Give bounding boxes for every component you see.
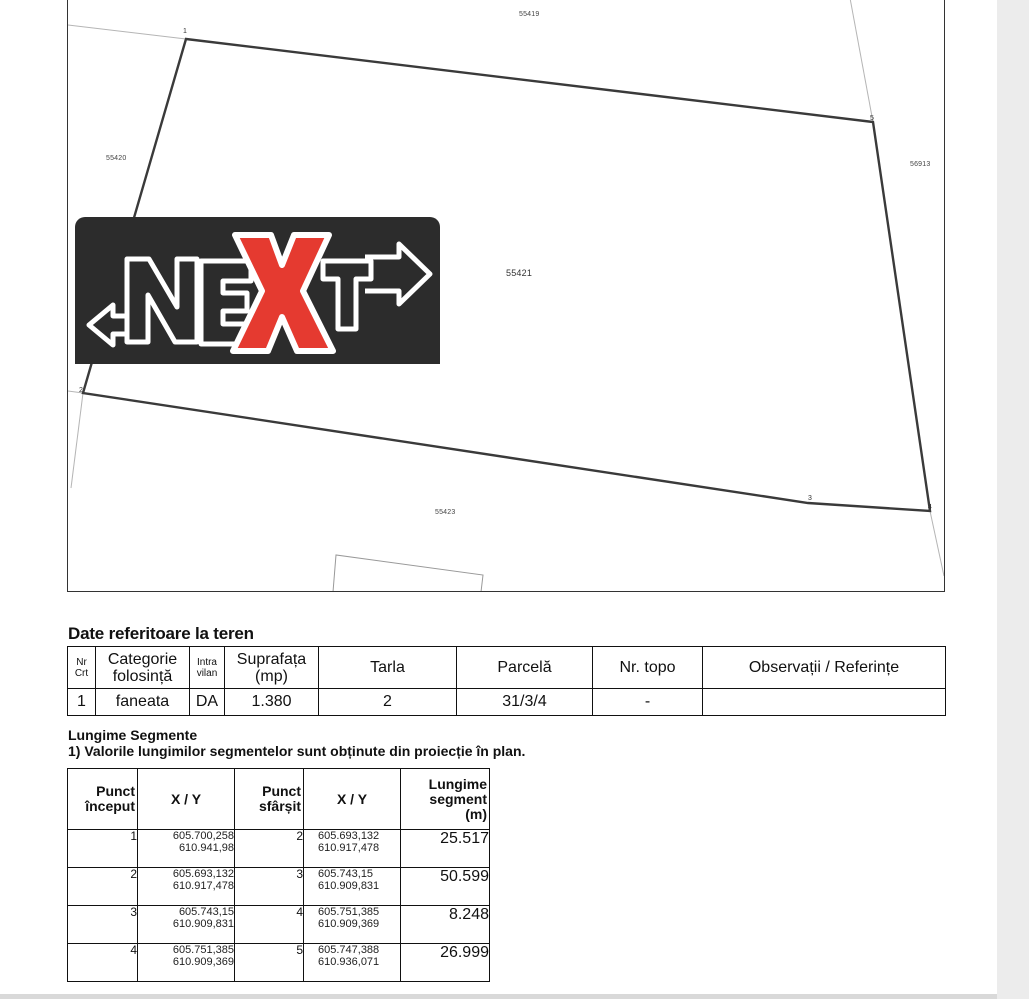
next-logo — [75, 217, 440, 364]
header-tarla: Tarla — [319, 647, 457, 689]
segment-start: 1 — [68, 830, 138, 868]
header-length: Lungime segment (m) — [401, 769, 490, 830]
segment-end: 5 — [235, 944, 304, 982]
header-parcela: Parcelă — [457, 647, 593, 689]
segment-start-xy: 605.751,385 610.909,369 — [138, 944, 235, 982]
segment-start: 2 — [68, 868, 138, 906]
vertex-label-5: 5 — [870, 115, 874, 122]
vertex-label-4: 4 — [928, 504, 932, 511]
vertex-label-1: 1 — [183, 28, 187, 35]
segment-row — [68, 868, 490, 906]
segment-end: 4 — [235, 906, 304, 944]
header-start-xy: X / Y — [138, 769, 235, 830]
cell-category: faneata — [96, 689, 190, 716]
segment-length: 8.248 — [401, 906, 490, 944]
header-notes: Observații / Referințe — [703, 647, 946, 689]
segments-header-row — [68, 769, 490, 830]
cell-notes — [703, 689, 946, 716]
segment-start: 4 — [68, 944, 138, 982]
header-topo: Nr. topo — [593, 647, 703, 689]
cell-area: 1.380 — [225, 689, 319, 716]
segments-title: Lungime Segmente — [68, 727, 198, 743]
segment-end-xy: 605.743,15 610.909,831 — [304, 868, 401, 906]
segment-start-xy: 605.743,15 610.909,831 — [138, 906, 235, 944]
land-section-title: Date referitoare la teren — [68, 624, 254, 643]
segment-end: 2 — [235, 830, 304, 868]
segment-start: 3 — [68, 906, 138, 944]
segment-length: 25.517 — [401, 830, 490, 868]
segments-table — [67, 768, 490, 982]
cell-tarla: 2 — [319, 689, 457, 716]
next-logo-graphic — [75, 217, 440, 364]
header-start-point: Punct început — [68, 769, 138, 830]
vertex-label-2: 2 — [79, 387, 83, 394]
header-nr: Nr Crt — [68, 647, 96, 689]
land-table — [67, 646, 946, 716]
header-category: Categorie folosință — [96, 647, 190, 689]
parcel-label-right: 56913 — [910, 161, 931, 168]
segment-row — [68, 830, 490, 868]
parcel-label-main: 55421 — [506, 268, 533, 278]
cell-topo: - — [593, 689, 703, 716]
cell-parcela: 31/3/4 — [457, 689, 593, 716]
land-data-row — [68, 689, 946, 716]
header-area: Suprafața (mp) — [225, 647, 319, 689]
land-header-row — [68, 647, 946, 689]
header-intravilan: Intra vilan — [190, 647, 225, 689]
segment-row — [68, 944, 490, 982]
page-bottom-edge — [0, 994, 997, 999]
segments-section-title — [68, 727, 525, 759]
segment-start-xy: 605.700,258 610.941,98 — [138, 830, 235, 868]
segment-end: 3 — [235, 868, 304, 906]
segment-length: 26.999 — [401, 944, 490, 982]
parcel-label-top: 55419 — [519, 11, 540, 18]
cell-nr: 1 — [68, 689, 96, 716]
segment-start-xy: 605.693,132 610.917,478 — [138, 868, 235, 906]
segment-end-xy: 605.751,385 610.909,369 — [304, 906, 401, 944]
segment-row — [68, 906, 490, 944]
parcel-label-left: 55420 — [106, 155, 127, 162]
header-end-point: Punct sfârșit — [235, 769, 304, 830]
segment-end-xy: 605.747,388 610.936,071 — [304, 944, 401, 982]
segment-length: 50.599 — [401, 868, 490, 906]
parcel-label-bottom: 55423 — [435, 509, 456, 516]
segments-note: 1) Valorile lungimilor segmentelor sunt obținute din proiecție în plan. — [68, 743, 526, 759]
vertex-label-3: 3 — [808, 495, 812, 502]
scrollbar-gutter[interactable] — [997, 0, 1029, 999]
header-end-xy: X / Y — [304, 769, 401, 830]
segment-end-xy: 605.693,132 610.917,478 — [304, 830, 401, 868]
cell-intravilan: DA — [190, 689, 225, 716]
